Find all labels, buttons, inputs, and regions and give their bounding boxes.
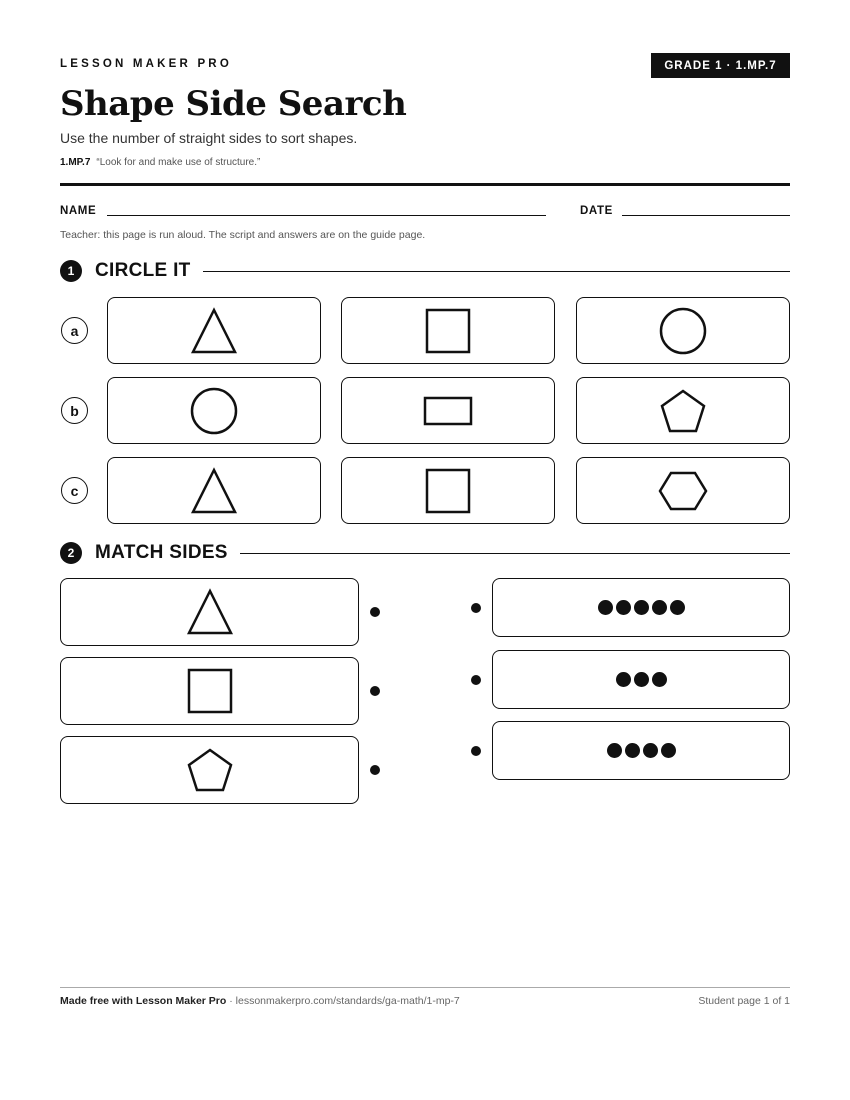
match-count-box-1[interactable] [492, 578, 790, 637]
count-dot [661, 743, 676, 758]
rectangle-shape [423, 396, 473, 426]
match-dot-right-2[interactable] [471, 675, 481, 685]
footer-made-with: Made free with Lesson Maker Pro [60, 995, 227, 1007]
footer-url[interactable]: lessonmakerpro.com/standards/ga-math/1-mp-7 [235, 995, 460, 1007]
choice-box-b-2[interactable] [341, 377, 555, 444]
row-label-b: b [61, 397, 88, 424]
choice-box-b-3[interactable] [576, 377, 790, 444]
triangle-shape [185, 587, 235, 637]
side-count-dots [598, 600, 685, 615]
side-count-dots [607, 743, 676, 758]
count-dot [652, 600, 667, 615]
match-shape-box-2[interactable] [60, 657, 359, 725]
section-2-header [60, 542, 790, 564]
teacher-note: Teacher: this page is run aloud. The script and answers are on the guide page. [60, 229, 426, 241]
standard-line [60, 157, 260, 168]
page-subtitle: Use the number of straight sides to sort shapes. [60, 130, 358, 146]
pentagon-shape [658, 386, 708, 436]
match-dot-right-3[interactable] [471, 746, 481, 756]
triangle-shape [189, 466, 239, 516]
hexagon-shape [656, 469, 710, 513]
count-dot [634, 672, 649, 687]
date-label: DATE [580, 205, 613, 217]
pentagon-shape [185, 745, 235, 795]
match-dot-left-2[interactable] [370, 686, 380, 696]
footer-divider [60, 987, 790, 988]
match-count-box-2[interactable] [492, 650, 790, 709]
section-1-number: 1 [60, 260, 82, 282]
choice-box-c-2[interactable] [341, 457, 555, 524]
choice-box-a-2[interactable] [341, 297, 555, 364]
count-dot [616, 672, 631, 687]
choice-box-c-1[interactable] [107, 457, 321, 524]
section-2-number: 2 [60, 542, 82, 564]
count-dot [634, 600, 649, 615]
section-1-title: CIRCLE IT [95, 260, 191, 281]
match-shape-box-1[interactable] [60, 578, 359, 646]
triangle-shape [189, 306, 239, 356]
section-1-rule [203, 271, 790, 272]
side-count-dots [616, 672, 667, 687]
footer-separator: · [226, 995, 236, 1007]
name-label: NAME [60, 205, 97, 217]
count-dot [670, 600, 685, 615]
choice-box-a-1[interactable] [107, 297, 321, 364]
count-dot [643, 743, 658, 758]
grade-badge: GRADE 1 · 1.MP.7 [651, 53, 790, 78]
match-dot-left-3[interactable] [370, 765, 380, 775]
row-label-c: c [61, 477, 88, 504]
match-count-box-3[interactable] [492, 721, 790, 780]
standard-code: 1.MP.7 [60, 157, 91, 168]
match-dot-right-1[interactable] [471, 603, 481, 613]
date-field[interactable] [622, 215, 790, 216]
circle-shape [658, 306, 708, 356]
choice-box-a-3[interactable] [576, 297, 790, 364]
match-dot-left-1[interactable] [370, 607, 380, 617]
count-dot [598, 600, 613, 615]
section-2-title: MATCH SIDES [95, 542, 228, 563]
name-field[interactable] [107, 215, 546, 216]
row-label-a: a [61, 317, 88, 344]
choice-box-c-3[interactable] [576, 457, 790, 524]
standard-quote: “Look for and make use of structure.” [96, 157, 261, 168]
choice-box-b-1[interactable] [107, 377, 321, 444]
count-dot [652, 672, 667, 687]
section-2-rule [240, 553, 790, 554]
brand-name: LESSON MAKER PRO [60, 58, 232, 70]
count-dot [625, 743, 640, 758]
match-shape-box-3[interactable] [60, 736, 359, 804]
section-1-header [60, 260, 790, 282]
square-shape [423, 466, 473, 516]
square-shape [423, 306, 473, 356]
circle-shape [189, 386, 239, 436]
square-shape [185, 666, 235, 716]
footer-credit [60, 995, 460, 1007]
page-title: Shape Side Search [60, 84, 407, 124]
header-divider [60, 183, 790, 186]
footer-page-number: Student page 1 of 1 [698, 995, 790, 1007]
count-dot [616, 600, 631, 615]
count-dot [607, 743, 622, 758]
